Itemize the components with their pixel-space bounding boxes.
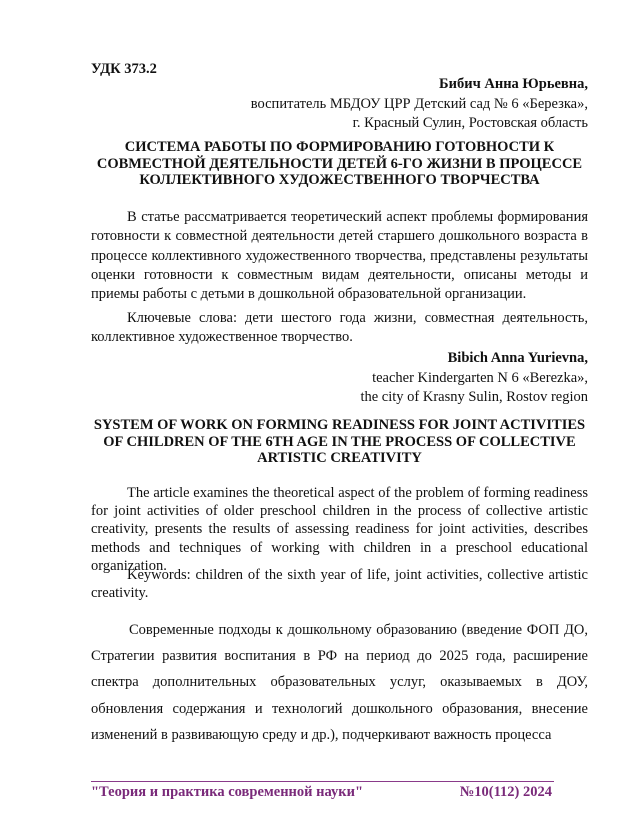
keywords-en: Keywords: children of the sixth year of life, joint activities, collective artistic creativity. — [91, 567, 588, 602]
author-location-en: the city of Krasny Sulin, Rostov region — [360, 389, 588, 405]
author-position-en: teacher Kindergarten N 6 «Berezka», — [372, 369, 588, 386]
article-title-ru: СИСТЕМА РАБОТЫ ПО ФОРМИРОВАНИЮ ГОТОВНОСТИ К СОВМЕСТНОЙ ДЕЯТЕЛЬНОСТИ ДЕТЕЙ 6-ГО ЖИЗНИ В ПРОЦЕССЕ КОЛЛЕКТИВНОГО ХУДОЖЕСТВЕННОГО ТВОРЧЕСТВА — [96, 139, 583, 188]
abstract-en: The article examines the theoretical aspect of the problem of forming readiness for joint activities of older preschool children in the process of collective artistic creativity, presents the results of assessing readiness for joint activities, describes methods and techniques of working with children in a preschool educational organization. — [91, 485, 588, 574]
body-paragraph: Современные подходы к дошкольному образованию (введение ФОП ДО, Стратегии развития воспитания в РФ на период до 2025 года, расширение спектра дополнительных образовательных услуг, оказываемых в ДОУ, обновления содержания и технологий дошкольного образования, внесение изменений в развивающую среду и др.), подчеркивают важность процесса — [91, 622, 588, 743]
abstract-ru: В статье рассматривается теоретический аспект проблемы формирования готовности к совместной деятельности детей старшего дошкольного возраста в процессе коллективного художественного творчества, представлены результаты оценки готовности к совместным видам деятельности, описаны методы и приемы работы с детьми в дошкольной образовательной организации. — [91, 209, 588, 303]
author-name-en: Bibich Anna Yurievna, — [447, 350, 588, 366]
footer-divider — [91, 781, 554, 782]
author-location-ru: г. Красный Сулин, Ростовская область — [352, 115, 588, 131]
article-title-en: SYSTEM OF WORK ON FORMING READINESS FOR JOINT ACTIVITIES OF CHILDREN OF THE 6TH AGE IN THE PROCESS OF COLLECTIVE ARTISTIC CREATIVITY — [93, 417, 586, 466]
author-position-ru: воспитатель МБДОУ ЦРР Детский сад № 6 «Березка», — [250, 95, 588, 112]
footer-journal-name: "Теория и практика современной науки" — [91, 784, 364, 800]
author-block-ru — [251, 75, 588, 134]
keywords-ru: Ключевые слова: дети шестого года жизни, совместная деятельность, коллективное художественное творчество. — [91, 310, 588, 346]
udk-code: УДК 373.2 — [91, 61, 157, 77]
author-block-en — [360, 349, 588, 408]
author-name-ru: Бибич Анна Юрьевна, — [439, 76, 588, 92]
footer-issue-number: №10(112) 2024 — [459, 784, 552, 800]
